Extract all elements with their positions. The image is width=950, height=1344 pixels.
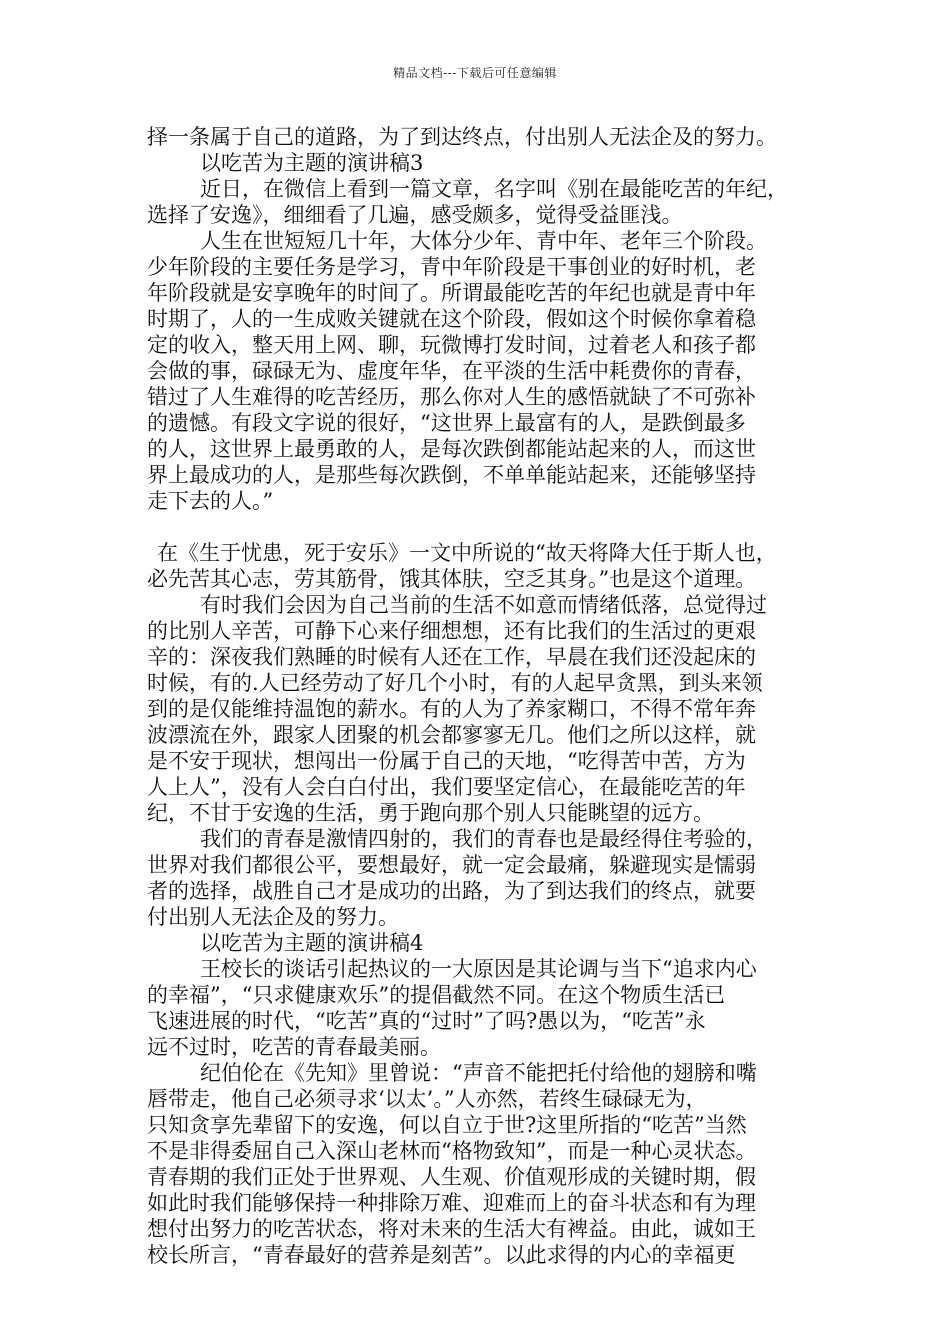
text-line: 定的收入，整天用上网、聊，玩微博打发时间，过着老人和孩子都 [147, 333, 756, 357]
section-heading: 以吃苦为主题的演讲稿3 [200, 151, 424, 175]
text-line: 的幸福”，“只求健康欢乐”的提倡截然不同。在这个物质生活已 [147, 983, 726, 1007]
text-line: 者的选择，战胜自己才是成功的出路，为了到达我们的终点，就要 [147, 879, 756, 903]
text-line: 校长所言，“青春最好的营养是刻苦”。以此求得的内心的幸福更 [147, 1243, 736, 1267]
text-line: 到的是仅能维持温饱的薪水。有的人为了养家糊口，不得不常年奔 [147, 697, 756, 721]
text-line: 错过了人生难得的吃苦经历，那么你对人生的感悟就缺了不可弥补 [147, 385, 756, 409]
text-line: 会做的事，碌碌无为、虚度年华，在平淡的生活中耗费你的青春， [147, 359, 756, 383]
text-line: 如此时我们能够保持一种排除万难、迎难而上的奋斗状态和有为理 [147, 1191, 756, 1215]
text-line: 是不安于现状，想闯出一份属于自己的天地，“吃得苦中苦，方为 [147, 749, 746, 773]
text-line: 唇带走，他自己必须寻求‘以太’。”人亦然，若终生碌碌无为， [147, 1087, 707, 1111]
text-line: 有时我们会因为自己当前的生活不如意而情绪低落，总觉得过 [200, 593, 767, 617]
text-line: 选择了安逸》，细细看了几遍，感受颇多，觉得受益匪浅。 [147, 203, 683, 227]
text-line: 人上人”，没有人会白白付出，我们要坚定信心，在最能吃苦的年 [147, 775, 746, 799]
text-line: 青春期的我们正处于世界观、人生观、价值观形成的关键时期，假 [147, 1165, 756, 1189]
text-line: 在《生于忧患，死于安乐》一文中所说的“故天将降大任于斯人也， [157, 541, 777, 565]
text-line: 时期了，人的一生成败关键就在这个阶段，假如这个时候你拿着稳 [147, 307, 756, 331]
text-line: 少年阶段的主要任务是学习，青中年阶段是干事创业的好时机，老 [147, 255, 756, 279]
text-line: 的遗憾。有段文字说的很好，“这世界上最富有的人，是跌倒最多 [147, 411, 746, 435]
text-line: 不是非得委屈自己入深山老林而“格物致知”，而是一种心灵状态。 [147, 1139, 757, 1163]
text-line: 纪，不甘于安逸的生活，勇于跑向那个别人只能眺望的远方。 [147, 801, 714, 825]
text-line: 只知贪享先辈留下的安逸，何以自立于世?这里所指的“吃苦”当然 [147, 1113, 747, 1137]
text-line: 时候，有的.人已经劳动了好几个小时，有的人起早贪黑，到头来领 [147, 671, 763, 695]
text-line: 走下去的人。” [147, 489, 274, 513]
text-line: 人生在世短短几十年，大体分少年、青中年、老年三个阶段。 [200, 229, 767, 253]
section-heading: 以吃苦为主题的演讲稿4 [200, 931, 424, 955]
text-line: 年阶段就是安享晚年的时间了。所谓最能吃苦的年纪也就是青中年 [147, 281, 756, 305]
text-line: 择一条属于自己的道路，为了到达终点，付出别人无法企及的努力。 [147, 125, 777, 149]
text-line: 的人，这世界上最勇敢的人，是每次跌倒都能站起来的人，而这世 [147, 437, 756, 461]
text-line: 纪伯伦在《先知》里曾说：“声音不能把托付给他的翅膀和嘴 [200, 1061, 757, 1085]
text-line: 远不过时，吃苦的青春最美丽。 [147, 1035, 441, 1059]
page-header: 精品文档---下载后可任意编辑 [393, 66, 557, 80]
text-line: 王校长的谈话引起热议的一大原因是其论调与当下“追求内心 [200, 957, 757, 981]
text-line: 波漂流在外，跟家人团聚的机会都寥寥无几。他们之所以这样，就 [147, 723, 756, 747]
document-body [147, 124, 822, 1268]
text-line: 世界对我们都很公平，要想最好，就一定会最痛，躲避现实是懦弱 [147, 853, 756, 877]
text-line: 近日，在微信上看到一篇文章，名字叫《别在最能吃苦的年纪， [200, 177, 788, 201]
text-line: 我们的青春是激情四射的，我们的青春也是最经得住考验的， [200, 827, 767, 851]
text-line: 辛的：深夜我们熟睡的时候有人还在工作，早晨在我们还没起床的 [147, 645, 756, 669]
text-line: 飞速进展的时代，“吃苦”真的“过时”了吗?愚以为，“吃苦”永 [147, 1009, 706, 1033]
text-line: 付出别人无法企及的努力。 [147, 905, 399, 929]
text-line: 必先苦其心志，劳其筋骨，饿其体肤，空乏其身。”也是这个道理。 [147, 567, 757, 591]
text-line: 的比别人辛苦，可静下心来仔细想想，还有比我们的生活过的更艰 [147, 619, 756, 643]
blank-line [147, 514, 822, 540]
text-line: 界上最成功的人，是那些每次跌倒，不单单能站起来，还能够坚持 [147, 463, 756, 487]
text-line: 想付出努力的吃苦状态，将对未来的生活大有裨益。由此，诚如王 [147, 1217, 756, 1241]
